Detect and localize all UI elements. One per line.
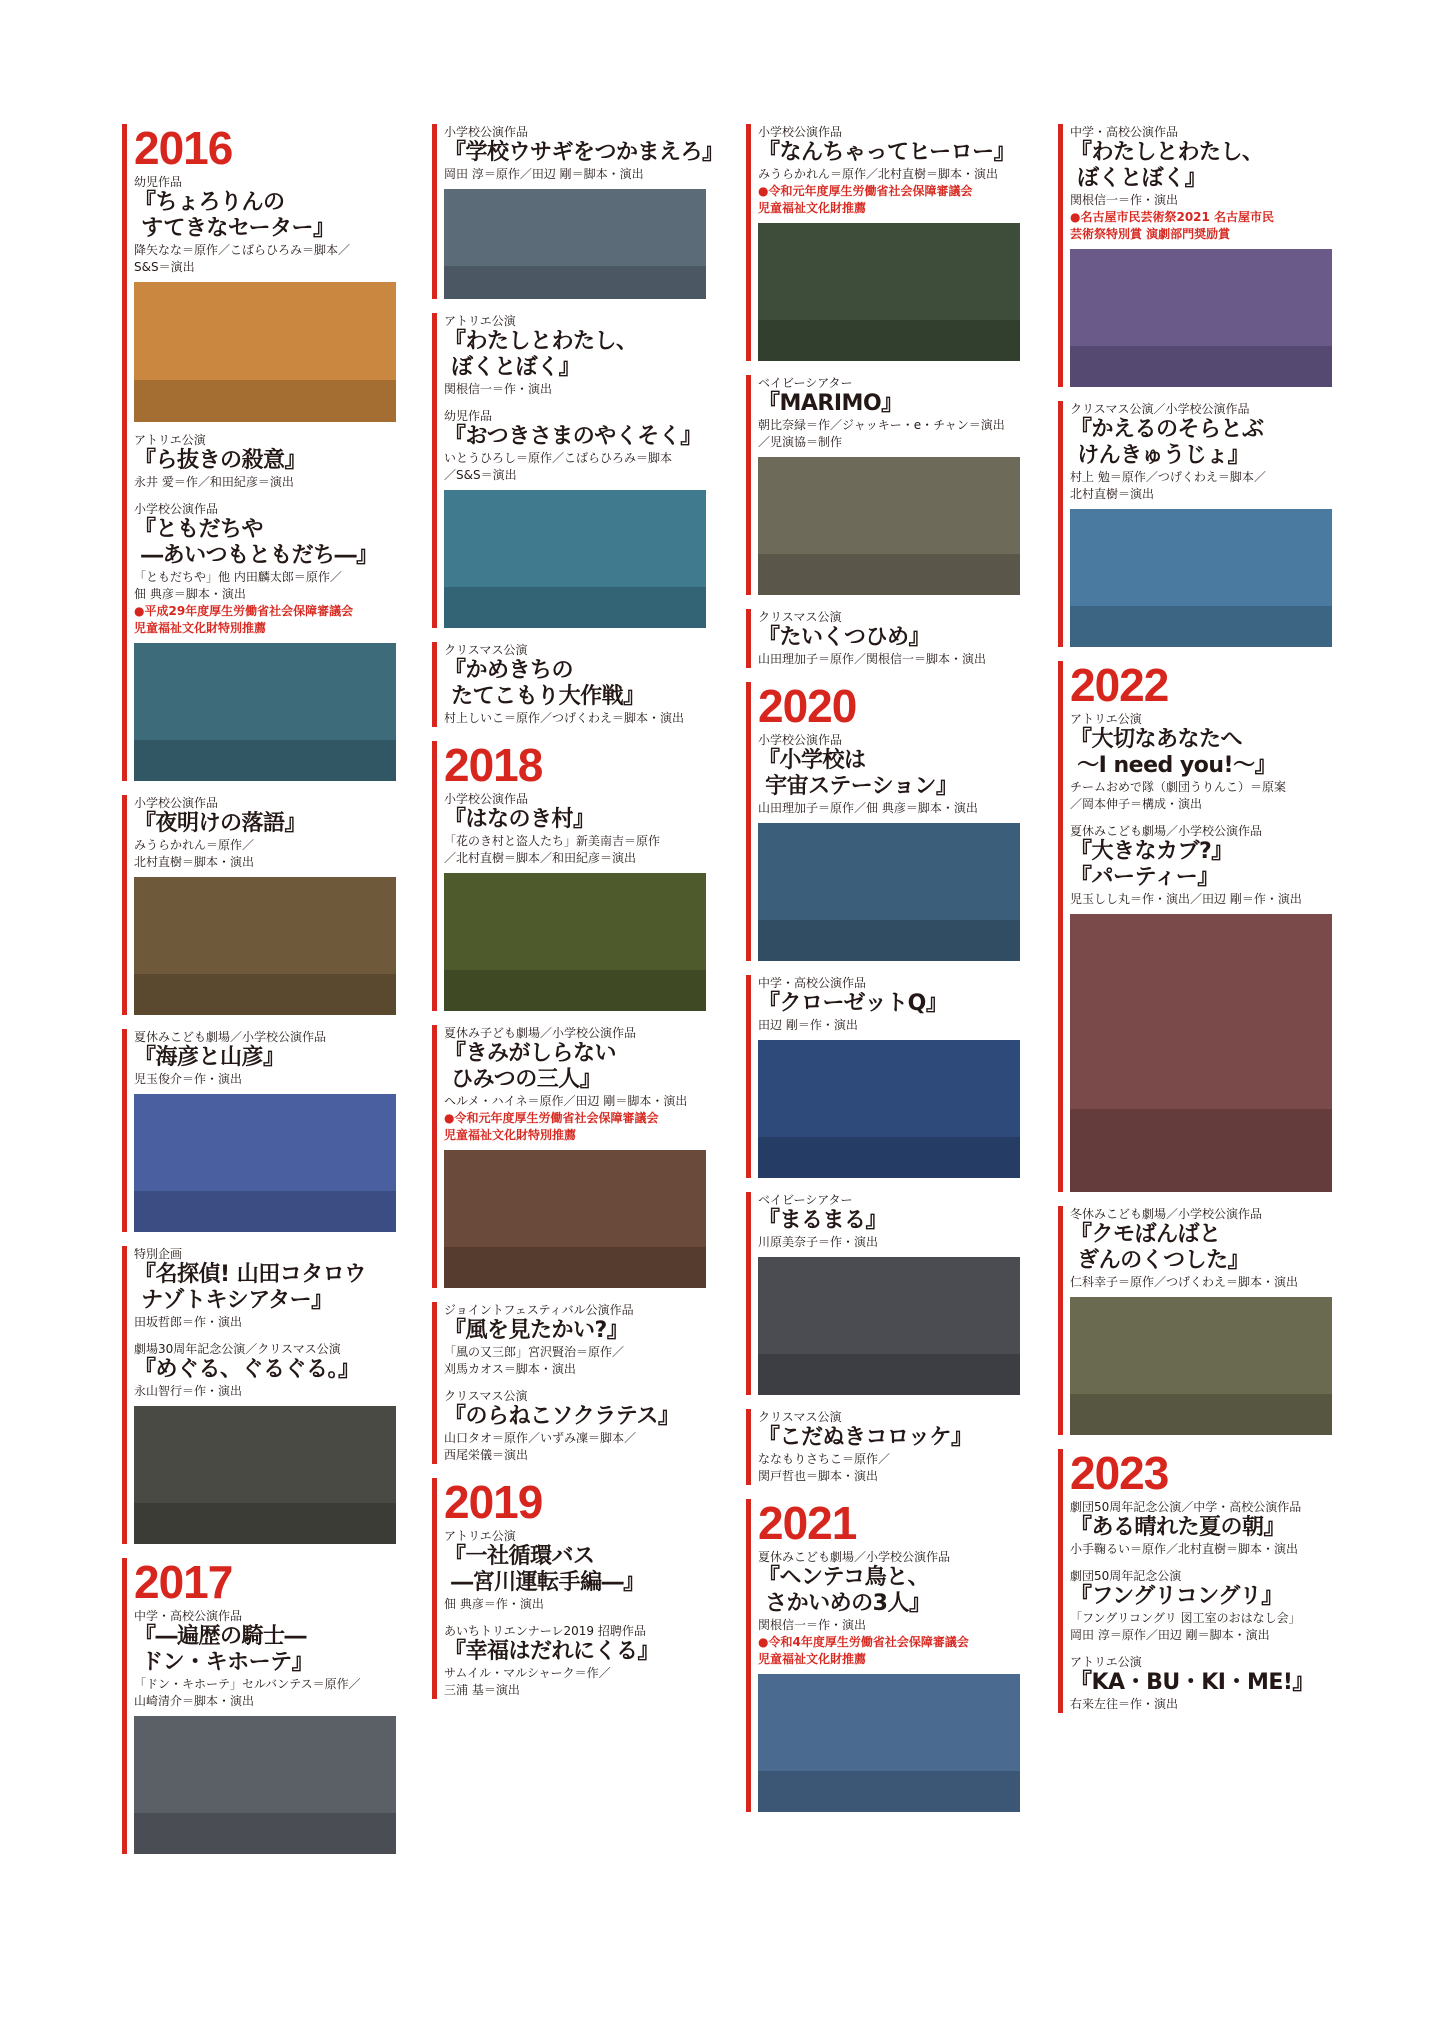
production-credits: 小手鞠るい＝原作／北村直樹＝脚本・演出	[1070, 1542, 1299, 1556]
production-entry	[1070, 124, 1326, 387]
production-credits: 田辺 剛＝作・演出	[758, 1018, 858, 1032]
production-credits: 村上 勉＝原作／つげくわえ＝脚本／ 北村直樹＝演出	[1070, 470, 1266, 501]
production-title: 『MARIMO』	[758, 391, 903, 416]
stage-photo	[134, 1716, 396, 1854]
production-entry	[758, 124, 1014, 361]
production-credits: 関根信一＝作・演出	[758, 1618, 867, 1632]
year-heading: 2017	[134, 1556, 233, 1608]
production-category: 小学校公演作品	[444, 125, 529, 139]
production-entry	[134, 432, 390, 491]
production-category: 特別企画	[134, 1247, 183, 1261]
production-category: 小学校公演作品	[758, 733, 843, 747]
production-block	[122, 1558, 390, 1854]
production-title: 『わたしとわたし、 ぼくとぼく』	[1070, 140, 1264, 191]
production-entry	[444, 1302, 700, 1378]
production-credits: 山口タオ＝原作／いずみ凜＝脚本／ 西尾栄儀＝演出	[444, 1431, 637, 1462]
production-block	[432, 124, 724, 299]
production-block	[432, 1478, 700, 1699]
stage-photo	[444, 873, 706, 1011]
production-category: 中学・高校公演作品	[134, 1609, 243, 1623]
production-category: ベイビーシアター	[758, 1193, 853, 1207]
production-credits: 村上しいこ＝原作／つげくわえ＝脚本・演出	[444, 711, 685, 725]
stage-photo	[1070, 249, 1332, 387]
production-title: 『クモばんばと ぎんのくつした』	[1070, 1222, 1250, 1273]
production-block	[746, 1409, 1014, 1485]
year-heading: 2016	[134, 122, 233, 174]
column-3	[746, 124, 1014, 1826]
production-credits: 関根信一＝作・演出	[444, 382, 553, 396]
production-entry	[444, 791, 700, 1011]
production-block	[746, 1499, 1014, 1812]
production-category: クリスマス公演	[758, 610, 842, 624]
production-credits: 山田理加子＝原作／佃 典彦＝脚本・演出	[758, 801, 978, 815]
production-title: 『はなのき村』	[444, 807, 595, 832]
production-title: 『一社循環バス ―宮川運転手編―』	[444, 1544, 645, 1595]
production-category: 幼児作品	[444, 409, 493, 423]
production-title: 『大切なあなたへ ～I need you!～』	[1070, 727, 1277, 778]
production-credits: チームおめで隊（劇団うりんこ）＝原案 ／岡本伸子＝構成・演出	[1070, 780, 1287, 811]
stage-photo	[134, 877, 396, 1015]
production-category: 小学校公演作品	[444, 792, 529, 806]
production-entry	[134, 174, 390, 422]
production-block	[746, 682, 1014, 961]
production-credits: 「フングリコングリ 図工室のおはなし会」 岡田 淳＝原作／田辺 剛＝脚本・演出	[1070, 1611, 1301, 1642]
production-category: 幼児作品	[134, 175, 183, 189]
year-heading: 2019	[444, 1476, 543, 1528]
production-title: 『ら抜きの殺意』	[134, 448, 307, 473]
production-entry	[1070, 1499, 1326, 1558]
production-entry	[134, 1029, 390, 1232]
production-credits: 「花のき村と盗人たち」新美南吉＝原作 ／北村直樹＝脚本／和田紀彦＝演出	[444, 834, 661, 865]
production-title: 『KA・BU・KI・ME!』	[1070, 1670, 1314, 1695]
production-category: クリスマス公演	[758, 1410, 842, 1424]
production-block	[1058, 124, 1326, 387]
production-credits: 児玉しし丸＝作・演出／田辺 剛＝作・演出	[1070, 892, 1302, 906]
production-block	[746, 1192, 1014, 1395]
stage-photo	[1070, 1297, 1332, 1435]
production-title: 『かえるのそらとぶ けんきゅうじょ』	[1070, 417, 1264, 468]
production-title: 『小学校は 宇宙ステーション』	[758, 748, 958, 799]
production-category: アトリエ公演	[444, 314, 516, 328]
production-block	[746, 609, 1014, 668]
production-block	[122, 1246, 390, 1544]
production-title: 『風を見たかい?』	[444, 1318, 629, 1343]
stage-photo	[134, 1406, 396, 1544]
year-heading: 2022	[1070, 659, 1169, 711]
production-credits: 岡田 淳＝原作／田辺 剛＝脚本・演出	[444, 167, 644, 181]
production-credits: 朝比奈緑＝作／ジャッキー・e・チャン＝演出 ／児演協＝制作	[758, 418, 1005, 449]
production-credits: 仁科幸子＝原作／つげくわえ＝脚本・演出	[1070, 1275, 1299, 1289]
stage-photo	[1070, 914, 1332, 1192]
production-entry	[758, 1549, 1014, 1812]
production-block	[1058, 401, 1326, 647]
production-title: 『フングリコングリ』	[1070, 1584, 1283, 1609]
column-2	[432, 124, 724, 1713]
production-entry	[1070, 1568, 1326, 1644]
production-category: 冬休みこども劇場／小学校公演作品	[1070, 1207, 1263, 1221]
production-category: 中学・高校公演作品	[758, 976, 867, 990]
production-entry	[1070, 401, 1326, 647]
production-credits: 川原美奈子＝作・演出	[758, 1235, 879, 1249]
production-category: 夏休みこども劇場／小学校公演作品	[1070, 824, 1263, 838]
production-block	[432, 741, 700, 1011]
production-title: 『海彦と山彦』	[134, 1045, 285, 1070]
production-entry	[758, 1409, 1014, 1485]
year-heading: 2023	[1070, 1447, 1169, 1499]
stage-photo	[134, 643, 396, 781]
production-entry	[1070, 823, 1326, 1192]
stage-photo	[758, 457, 1020, 595]
production-entry	[134, 795, 390, 1015]
production-credits: ヘルメ・ハイネ＝原作／田辺 剛＝脚本・演出	[444, 1094, 688, 1108]
production-category: クリスマス公演／小学校公演作品	[1070, 402, 1250, 416]
production-category: クリスマス公演	[444, 1389, 528, 1403]
production-credits: 児玉俊介＝作・演出	[134, 1072, 243, 1086]
production-title: 『のらねこソクラテス』	[444, 1404, 680, 1429]
production-category: 小学校公演作品	[134, 796, 219, 810]
production-block	[432, 1025, 700, 1288]
production-entry	[758, 1192, 1014, 1395]
production-title: 『まるまる』	[758, 1208, 888, 1233]
award-note: ●名古屋市民芸術祭2021 名古屋市民 芸術祭特別賞 演劇部門奨励賞	[1070, 210, 1275, 241]
production-title: 『ちょろりんの すてきなセーター』	[134, 190, 335, 241]
production-block	[122, 795, 390, 1015]
production-entry	[134, 501, 390, 781]
production-block	[746, 124, 1014, 361]
production-block	[1058, 661, 1326, 1192]
production-title: 『たいくつひめ』	[758, 625, 931, 650]
production-credits: 関根信一＝作・演出	[1070, 193, 1179, 207]
production-title: 『夜明けの落語』	[134, 811, 307, 836]
production-entry	[758, 375, 1014, 595]
production-title: 『―遍歴の騎士― ドン・キホーテ』	[134, 1624, 314, 1675]
stage-photo	[758, 1674, 1020, 1812]
production-title: 『学校ウサギをつかまえろ』	[444, 140, 724, 165]
production-block	[746, 375, 1014, 595]
production-block	[122, 1029, 390, 1232]
production-block	[432, 642, 700, 727]
production-entry	[758, 975, 1014, 1178]
production-credits: 降矢なな＝原作／こばらひろみ＝脚本／ S&S＝演出	[134, 243, 351, 274]
production-category: ジョイントフェスティバル公演作品	[444, 1303, 634, 1317]
production-credits: 永山智行＝作・演出	[134, 1384, 243, 1398]
production-title: 『ともだちや ―あいつもともだち―』	[134, 517, 378, 568]
production-entry	[444, 1528, 700, 1613]
production-credits: 「ドン・キホーテ」セルバンテス＝原作／ 山崎清介＝脚本・演出	[134, 1677, 361, 1708]
production-entry	[444, 408, 700, 628]
production-category: 夏休み子ども劇場／小学校公演作品	[444, 1026, 637, 1040]
production-credits: 右来左往＝作・演出	[1070, 1697, 1179, 1711]
year-heading: 2021	[758, 1497, 857, 1549]
production-category: 劇団50周年記念公演	[1070, 1569, 1182, 1583]
production-category: 小学校公演作品	[134, 502, 219, 516]
stage-photo	[134, 1094, 396, 1232]
production-credits: ななもりさちこ＝原作／ 関戸哲也＝脚本・演出	[758, 1452, 891, 1483]
production-title: 『名探偵! 山田コタロウ ナゾトキシアター』	[134, 1262, 366, 1313]
production-block	[432, 313, 700, 628]
production-title: 『めぐる、ぐるぐる。』	[134, 1357, 360, 1382]
award-note: ●平成29年度厚生労働省社会保障審議会 児童福祉文化財特別推薦	[134, 604, 354, 635]
production-title: 『こだぬきコロッケ』	[758, 1425, 973, 1450]
production-block	[1058, 1449, 1326, 1713]
award-note: ●令和元年度厚生労働省社会保障審議会 児童福祉文化財特別推薦	[444, 1111, 659, 1142]
production-credits: 「ともだちや」他 内田麟太郎＝原作／ 佃 典彦＝脚本・演出	[134, 570, 342, 601]
production-category: 中学・高校公演作品	[1070, 125, 1179, 139]
production-title: 『なんちゃってヒーロー』	[758, 140, 1016, 165]
production-entry	[444, 1388, 700, 1464]
production-entry	[444, 1025, 700, 1288]
production-title: 『きみがしらない ひみつの三人』	[444, 1041, 617, 1092]
production-entry	[758, 732, 1014, 961]
production-category: 小学校公演作品	[758, 125, 843, 139]
production-credits: 「風の又三郎」宮沢賢治＝原作／ 刈馬カオス＝脚本・演出	[444, 1345, 625, 1376]
stage-photo	[758, 223, 1020, 361]
production-title: 『クローゼットQ』	[758, 991, 948, 1016]
production-title: 『ある晴れた夏の朝』	[1070, 1515, 1286, 1540]
stage-photo	[444, 490, 706, 628]
production-entry	[134, 1246, 390, 1331]
production-category: 劇場30周年記念公演／クリスマス公演	[134, 1342, 341, 1356]
column-1	[122, 124, 390, 1868]
stage-photo	[758, 1257, 1020, 1395]
production-credits: サムイル・マルシャーク＝作／ 三浦 基＝演出	[444, 1666, 611, 1697]
production-title: 『大きなカブ?』 『パーティー』	[1070, 839, 1233, 890]
production-title: 『わたしとわたし、 ぼくとぼく』	[444, 329, 638, 380]
production-entry	[134, 1608, 390, 1854]
production-block	[432, 1302, 700, 1464]
award-note: ●令和4年度厚生労働省社会保障審議会 児童福祉文化財推薦	[758, 1635, 969, 1666]
production-credits: みうらかれん＝原作／北村直樹＝脚本・演出	[758, 167, 999, 181]
production-category: あいちトリエンナーレ2019 招聘作品	[444, 1624, 646, 1638]
production-category: 劇団50周年記念公演／中学・高校公演作品	[1070, 1500, 1302, 1514]
production-entry	[1070, 711, 1326, 813]
production-credits: みうらかれん＝原作／ 北村直樹＝脚本・演出	[134, 838, 255, 869]
production-entry	[1070, 1654, 1326, 1713]
year-heading: 2020	[758, 680, 857, 732]
year-heading: 2018	[444, 739, 543, 791]
production-block	[746, 975, 1014, 1178]
production-credits: 山田理加子＝原作／関根信一＝脚本・演出	[758, 652, 987, 666]
production-category: アトリエ公演	[1070, 1655, 1142, 1669]
production-entry	[1070, 1206, 1326, 1435]
production-entry	[444, 1623, 700, 1699]
production-category: ベイビーシアター	[758, 376, 853, 390]
production-title: 『ヘンテコ鳥と、 さかいめの3人』	[758, 1565, 931, 1616]
stage-photo	[758, 1040, 1020, 1178]
production-title: 『幸福はだれにくる』	[444, 1639, 660, 1664]
stage-photo	[444, 189, 706, 299]
production-credits: 永井 愛＝作／和田紀彦＝演出	[134, 475, 294, 489]
award-note: ●令和元年度厚生労働省社会保障審議会 児童福祉文化財推薦	[758, 184, 973, 215]
production-category: アトリエ公演	[134, 433, 206, 447]
production-entry	[444, 642, 700, 727]
production-title: 『おつきさまのやくそく』	[444, 424, 702, 449]
stage-photo	[444, 1150, 706, 1288]
production-category: アトリエ公演	[444, 1529, 516, 1543]
production-credits: 田坂哲郎＝作・演出	[134, 1315, 243, 1329]
production-block	[122, 124, 390, 781]
production-category: 夏休みこども劇場／小学校公演作品	[134, 1030, 327, 1044]
stage-photo	[1070, 509, 1332, 647]
production-credits: いとうひろし＝原作／こばらひろみ＝脚本 ／S&S＝演出	[444, 451, 673, 482]
production-entry	[134, 1341, 390, 1544]
production-entry	[444, 313, 700, 398]
production-category: 夏休みこども劇場／小学校公演作品	[758, 1550, 951, 1564]
production-category: アトリエ公演	[1070, 712, 1142, 726]
production-block	[1058, 1206, 1326, 1435]
production-category: クリスマス公演	[444, 643, 528, 657]
column-4	[1058, 124, 1326, 1727]
production-entry	[444, 124, 724, 299]
production-credits: 佃 典彦＝作・演出	[444, 1597, 544, 1611]
stage-photo	[758, 823, 1020, 961]
stage-photo	[134, 282, 396, 422]
production-title: 『かめきちの たてこもり大作戦』	[444, 658, 645, 709]
production-entry	[758, 609, 1014, 668]
